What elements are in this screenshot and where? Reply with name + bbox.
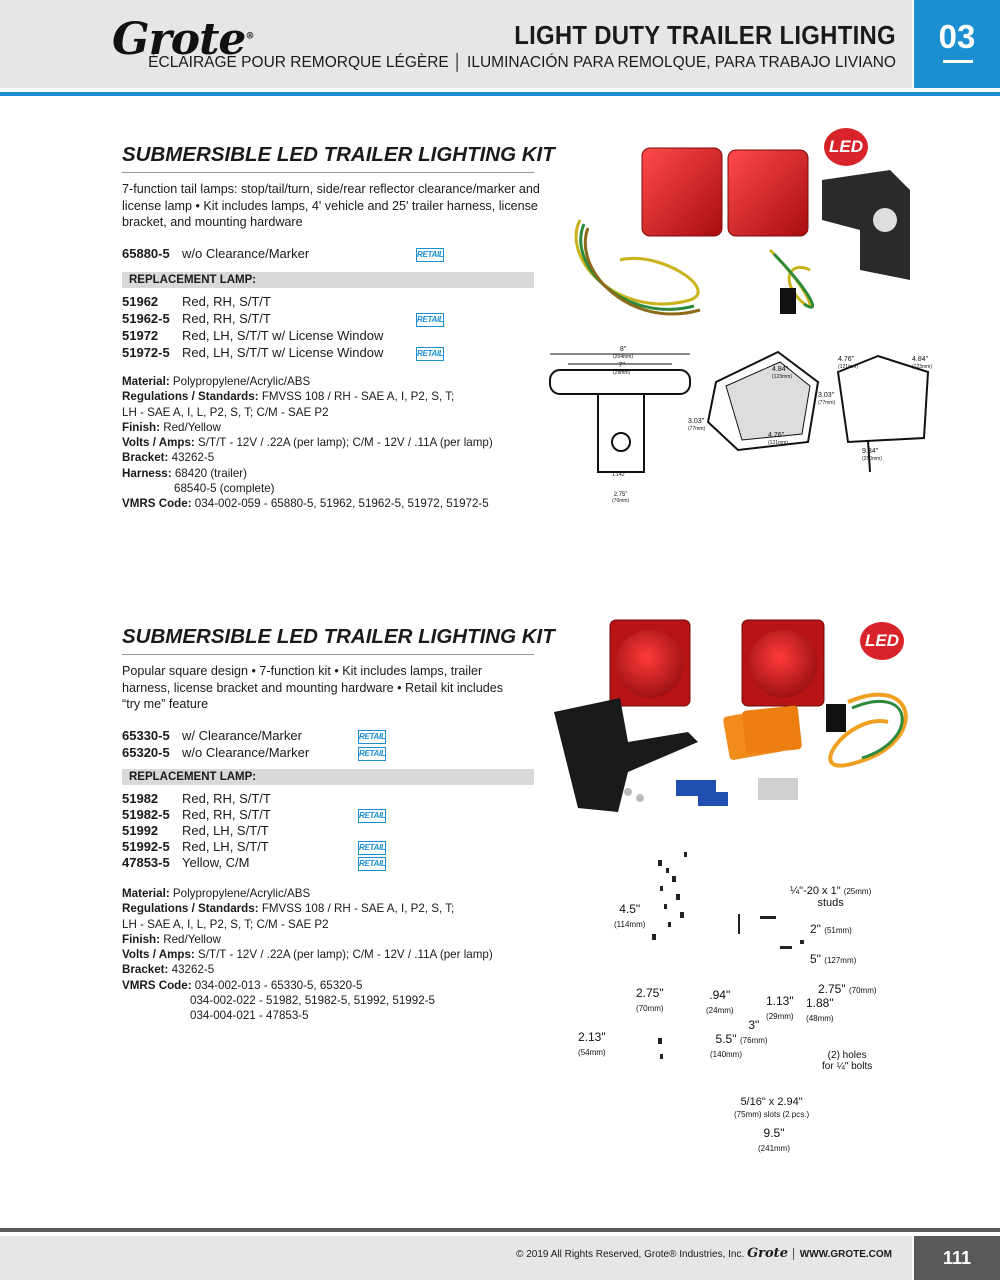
dim-label: ¼"-20 x 1" (25mm) studs (790, 885, 872, 909)
retail-badge: RETAIL (358, 857, 386, 871)
section-number: 03 (938, 18, 976, 55)
section1-title: SUBMERSIBLE LED TRAILER LIGHTING KIT (122, 143, 555, 166)
footer-copyright: © 2019 All Rights Reserved, Grote® Industries, Inc. Grote │ WWW.GROTE.COM (516, 1246, 892, 1261)
lamp-row: 51982-5 Red, RH, S/T/T (122, 807, 271, 822)
section1-description: 7-function tail lamps: stop/tail/turn, side/rear reflector clearance/marker and license lamp • Kit includes lamps, 4' vehicle and 25' trailer harness, license bracket, and mounting hardware (122, 182, 540, 229)
dim-label: 2.13" (54mm) (578, 1030, 606, 1057)
dim-label: 5/16" x 2.94" (75mm) slots (2 pcs.) (734, 1096, 810, 1119)
led-badge: LED (860, 622, 904, 660)
page-number: 111 (914, 1236, 1000, 1280)
kit1-product-image (560, 140, 920, 340)
kit1-dimension-drawings (548, 342, 938, 508)
retail-badge: RETAIL (416, 248, 444, 262)
dim-label: 5.5" (140mm) (710, 1032, 743, 1059)
kit-desc: w/o Clearance/Marker (182, 246, 310, 261)
dim-label: 1.88" (48mm) (806, 996, 834, 1023)
dim-label: 2" (51mm) (810, 922, 852, 936)
page-subtitle: ÉCLAIRAGE POUR REMORQUE LÉGÈRE │ ILUMINACIÓN PARA REMOLQUE, PARA TRABAJO LIVIANO (148, 54, 896, 71)
footer-logo: Grote (747, 1246, 788, 1261)
replacement-lamp-header: REPLACEMENT LAMP: (122, 272, 534, 288)
retail-badge: RETAIL (358, 809, 386, 823)
lamp-row: 51962 Red, RH, S/T/T (122, 294, 271, 309)
dim-label: 1.142" (612, 472, 627, 478)
dim-label: 9.5" (241mm) (758, 1126, 791, 1153)
lamp-row: 51982 Red, RH, S/T/T (122, 791, 271, 806)
replacement-lamp-header: REPLACEMENT LAMP: (122, 769, 534, 785)
section2-title: SUBMERSIBLE LED TRAILER LIGHTING KIT (122, 625, 555, 648)
dim-label: 1.13" (29mm) (766, 994, 794, 1021)
dim-label: (2) holes for ¼" bolts (822, 1050, 873, 1072)
section2-rule (122, 654, 534, 655)
retail-badge: RETAIL (358, 841, 386, 855)
grote-logo: Grote® (112, 14, 254, 65)
section-tab (914, 0, 1000, 88)
footer-url[interactable]: │ WWW.GROTE.COM (790, 1249, 892, 1260)
footer-rule (0, 1228, 1000, 1232)
dim-label: 4.84" (123mm) (772, 366, 793, 380)
dim-label: 4.76" (121mm) (838, 356, 859, 370)
retail-badge: RETAIL (358, 730, 386, 744)
lamp-row: 51962-5 Red, RH, S/T/T (122, 311, 271, 326)
tab-underline (943, 60, 973, 63)
kit-row: 65330-5 w/ Clearance/Marker (122, 728, 302, 743)
kit2-product-image (548, 612, 928, 832)
page-title: LIGHT DUTY TRAILER LIGHTING (514, 20, 896, 50)
lamp-row: 51992-5 Red, LH, S/T/T (122, 839, 269, 854)
dim-label: 4.5" (114mm) (614, 902, 646, 929)
kit-number: 65880-5 (122, 246, 170, 261)
section2-description: Popular square design • 7-function kit • Kit includes lamps, trailer harness, license bracket and mounting hardware • Retail kit includes “try me” feature (122, 664, 504, 711)
dim-label: 7" (29mm) (613, 362, 631, 376)
dim-label: 9.84" (250mm) (862, 448, 883, 462)
dim-label: 2.75" (70mm) (612, 492, 630, 504)
lamp-row: 47853-5 Yellow, C/M (122, 855, 250, 870)
retail-badge: RETAIL (416, 313, 444, 327)
kit-row (122, 246, 309, 262)
led-badge: LED (824, 128, 868, 166)
dim-label: 2.75" (70mm) (818, 982, 877, 996)
section2-specs: Material: Polypropylene/Acrylic/ABS Regulations / Standards: FMVSS 108 / RH - SAE A, I, P2, S, T; LH - SAE A, I, L, P2, S, T; C/M - SAE P2 Finish: Red/Yellow Volts / Amps: S/T/T - 12V / .22A (per lamp); C/M - 12V / .11A (per lamp) Bracket: 43262-5 VMRS Code: 034-002-013 - 65330-5, 65320-5 034-002-022 - 51982, 51982-5, 51992, 51992-5 034-004-021 - 47853-5 (122, 887, 493, 1023)
header-rule (0, 92, 1000, 96)
lamp-row: 51992 Red, LH, S/T/T (122, 823, 269, 838)
dim-label: 3.03" (77mm) (688, 418, 706, 432)
dim-label: .94" (24mm) (706, 988, 734, 1015)
lamp-row: 51972 Red, LH, S/T/T w/ License Window (122, 328, 384, 343)
dim-label: 5" (127mm) (810, 952, 857, 966)
dim-label: 2.75" (70mm) (636, 986, 664, 1013)
section1-rule (122, 172, 534, 173)
section1-specs: Material: Polypropylene/Acrylic/ABS Regulations / Standards: FMVSS 108 / RH - SAE A, I, P2, S, T; LH - SAE A, I, L, P2, S, T; C/M - SAE P2 Finish: Red/Yellow Volts / Amps: S/T/T - 12V / .22A (per lamp); C/M - 12V / .11A (per lamp) Bracket: 43262-5 Harness: 68420 (trailer) 68540-5 (complete) VMRS Code: 034-002-059 - 65880-5, 51962, 51962-5, 51972, 51972-5 (122, 375, 493, 511)
dim-label: 4.76" (121mm) (768, 432, 789, 446)
dim-label: 3.03" (77mm) (818, 392, 836, 406)
dim-label: 4.84" (123mm) (912, 356, 933, 370)
retail-badge: RETAIL (416, 347, 444, 361)
dim-label: 8" (204mm) (613, 346, 634, 360)
retail-badge: RETAIL (358, 747, 386, 761)
lamp-row: 51972-5 Red, LH, S/T/T w/ License Window (122, 345, 384, 360)
kit-row: 65320-5 w/o Clearance/Marker (122, 745, 310, 760)
dim-label: 3" (76mm) (740, 1018, 768, 1045)
